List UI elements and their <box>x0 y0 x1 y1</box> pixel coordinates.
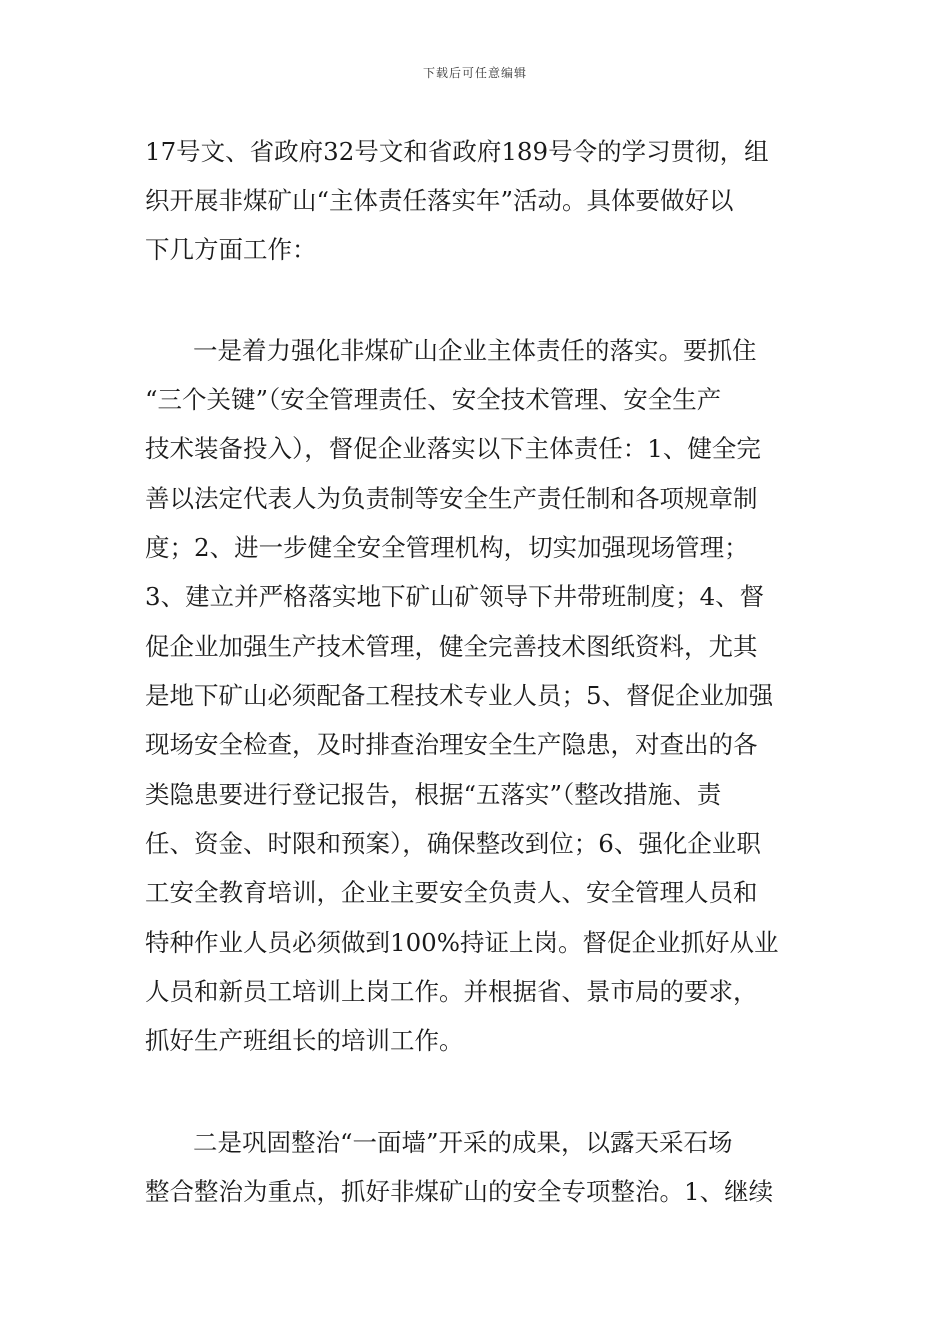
text-line: 人员和新员工培训上岗工作。并根据省、景市局的要求， <box>145 977 758 1006</box>
text-line: 是地下矿山必须配备工程技术专业人员；5、督促企业加强 <box>145 681 774 710</box>
text-line: 下几方面工作： <box>145 235 317 264</box>
text-line: 工安全教育培训，企业主要安全负责人、安全管理人员和 <box>145 878 758 907</box>
text-line: 技术装备投入），督促企业落实以下主体责任：1、健全完 <box>145 434 761 463</box>
paragraph-start-line: 一是着力强化非煤矿山企业主体责任的落实。要抓住 <box>193 336 757 365</box>
text-line: 善以法定代表人为负责制等安全生产责任制和各项规章制 <box>145 484 758 513</box>
text-line: 任、资金、时限和预案），确保整改到位；6、强化企业职 <box>145 829 761 858</box>
text-line: 织开展非煤矿山“主体责任落实年”活动。具体要做好以 <box>145 186 734 215</box>
paragraph-start-line: 二是巩固整治“一面墙”开采的成果，以露天采石场 <box>193 1128 733 1157</box>
text-line: 整合整治为重点，抓好非煤矿山的安全专项整治。1、继续 <box>145 1177 774 1206</box>
text-line: 特种作业人员必须做到100%持证上岗。督促企业抓好从业 <box>145 928 779 957</box>
text-line: 类隐患要进行登记报告，根据“五落实”（整改措施、责 <box>145 780 722 809</box>
text-line: 3、建立并严格落实地下矿山矿领导下井带班制度；4、督 <box>145 582 765 611</box>
text-line: “三个关键”（安全管理责任、安全技术管理、安全生产 <box>145 385 722 414</box>
header-note: 下载后可任意编辑 <box>422 66 527 80</box>
text-line: 促企业加强生产技术管理，健全完善技术图纸资料，尤其 <box>145 632 758 661</box>
text-line: 抓好生产班组长的培训工作。 <box>145 1026 464 1055</box>
text-line: 现场安全检查，及时排查治理安全生产隐患，对查出的各 <box>145 730 758 759</box>
text-line: 17号文、省政府32号文和省政府189号令的学习贯彻，组 <box>145 137 769 166</box>
text-line: 度；2、进一步健全安全管理机构，切实加强现场管理； <box>145 533 749 562</box>
